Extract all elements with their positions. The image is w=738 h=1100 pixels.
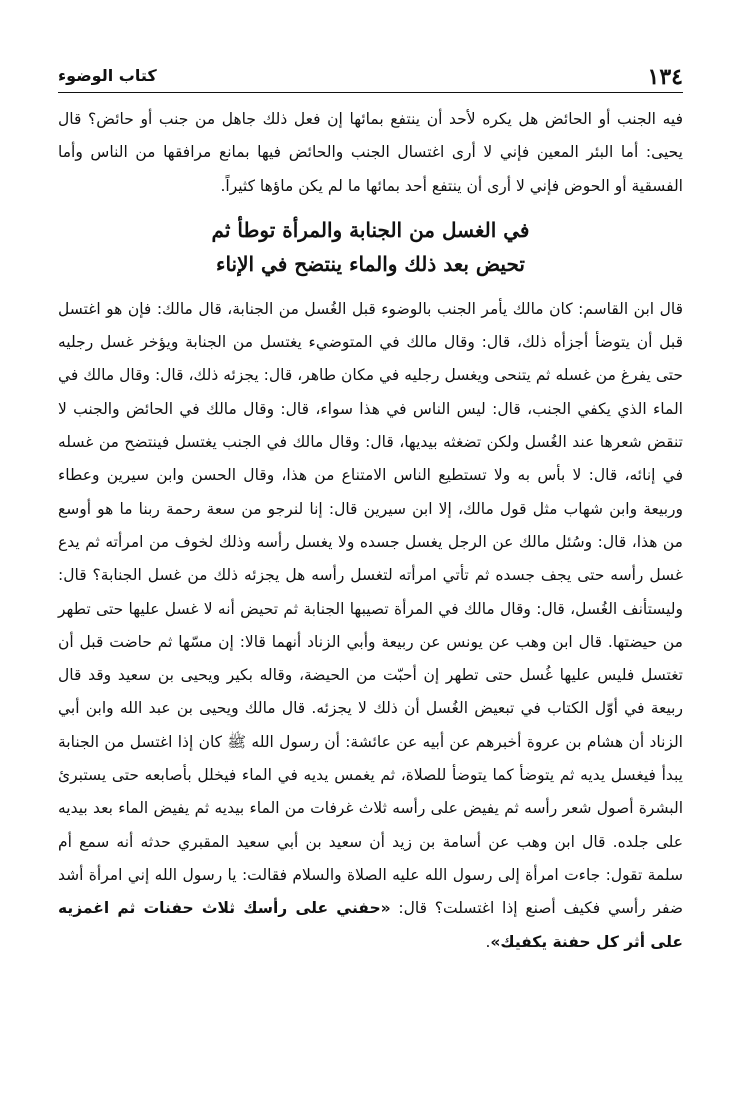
section-heading-line-1: في الغسل من الجنابة والمرأة توطأ ثم	[211, 217, 530, 242]
page-number: ١٣٤	[647, 64, 683, 90]
body-closing: .	[485, 932, 491, 951]
intro-paragraph: فيه الجنب أو الحائض هل يكره لأحد أن ينتفع بمائها إن فعل ذلك جاهل من جنب أو حائض؟ قال يحيى: أما البئر المعين فإني لا أرى اغتسال الجنب والحائض فيها بمانع مرافقها من الناس وأما الفسقية أو الحوض فإني لا أرى أن ينتفع أحد بمائها ما لم يكن ماؤها كثيراً.	[58, 110, 683, 195]
body-text: قال ابن القاسم: كان مالك يأمر الجنب بالوضوء قبل الغُسل من الجنابة، قال مالك: فإن هو اغتسل قبل أن يتوضأ أجزأه ذلك، قال: وقال مالك في المتوضيء يغتسل من الجنابة ويؤخر غسل رجليه حتى يفرغ من غسله ثم يتنحى ويغسل رجليه في مكان طاهر، قال: يجزئه ذلك، قال: وقال مالك في الماء الذي يكفي الجنب، قال: ليس الناس في هذا سواء، قال: وقال مالك في الحائض والجنب لا تنقض شعرها عند الغُسل ولكن تضغثه بيديها، قال: وقال مالك في الجنب يغتسل فينتضح من غسله في إنائه، قال: لا بأس به ولا تستطيع الناس الامتناع من هذا، وقال الحسن وابن سيرين وعطاء وربيعة وابن شهاب مثل قول مالك، إلا ابن سيرين قال: إنا لنرجو من سعة رحمة ربنا ما هو أوسع من هذا، قال: وسُئل مالك عن الرجل يغسل جسده ولا يغسل رأسه وذلك لخوف من امرأته ثم يدع غسل رأسه حتى يجف جسده ثم تأتي امرأته لتغسل رأسه هل يجزئه ذلك من غسل الجنابة؟ قال: وليستأنف الغُسل، قال: وقال مالك في المرأة تصيبها الجنابة ثم تحيض أنه لا غسل عليها حتى تطهر من حيضتها. قال ابن وهب عن يونس عن ربيعة وأبي الزناد أنهما قالا: إن مسّها ثم حاضت قبل أن تغتسل فليس عليها غُسل حتى تطهر إن أحبّت من الحيضة، وقاله بكير ويحيى بن سعيد وقد قال ربيعة في أوّل الكتاب في تبعيض الغُسل أن ذلك لا يجزئه. قال مالك ويحيى بن عبد الله وابن أبي الزناد أن هشام بن عروة أخبرهم عن أبيه عن عائشة: أن رسول الله ﷺ كان إذا اغتسل من الجنابة يبدأ فيغسل يديه ثم يتوضأ كما يتوضأ للصلاة، ثم يغمس يديه في الماء فيخلل بأصابعه حتى يستبرئ البشرة أصول شعر رأسه ثم يفيض على رأسه ثلاث غرفات من الماء بيديه ثم يفيض الماء بعد بيديه على جلده. قال ابن وهب عن أسامة بن زيد أن سعيد بن أبي سعيد المقبري حدثه أنه سمع أم سلمة تقول: جاءت امرأة إلى رسول الله عليه الصلاة والسلام فقالت: يا رسول الله إني امرأة أشد ضفر رأسي فكيف أصنع إذا اغتسلت؟ قال:	[58, 299, 683, 918]
body-paragraph	[58, 293, 683, 959]
hadith-quote: «حفني على رأسك ثلاث حفنات ثم اغمزيه على أثر كل حفنة يكفيك»	[58, 899, 683, 951]
section-heading-line-2: تحيض بعد ذلك والماء ينتضح في الإناء	[216, 251, 525, 276]
running-title: كتاب الوضوء	[58, 66, 157, 85]
section-heading	[58, 213, 683, 281]
page-header	[58, 62, 683, 93]
book-page	[58, 62, 683, 1072]
